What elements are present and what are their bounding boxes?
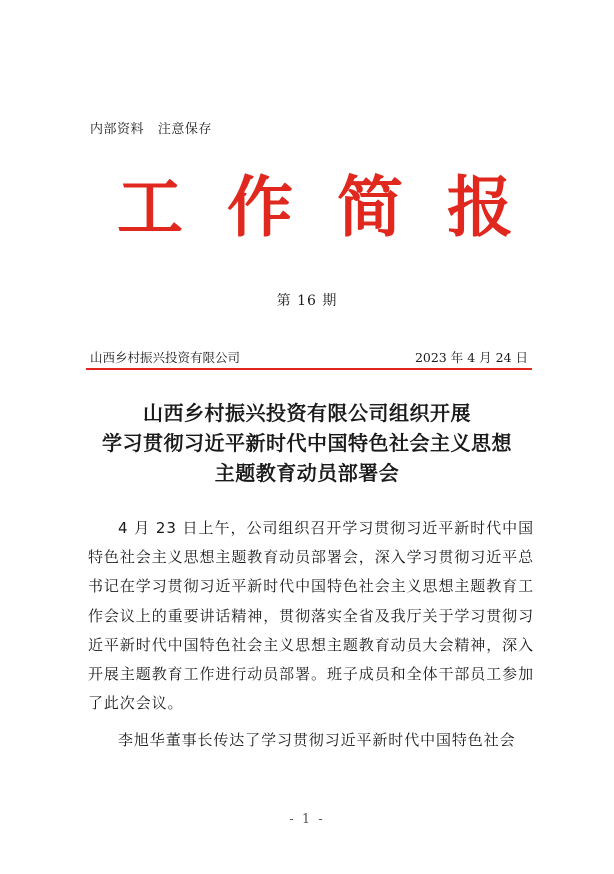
- masthead-char: 简: [337, 169, 403, 246]
- issuer-name: 山西乡村振兴投资有限公司: [90, 350, 241, 365]
- masthead-char: 作: [227, 169, 293, 246]
- issue-number: 第 16 期: [276, 293, 338, 309]
- article-title-line: 学习贯彻习近平新时代中国特色社会主义思想: [102, 431, 512, 455]
- article-body: [88, 514, 534, 764]
- masthead-title: [110, 168, 520, 248]
- issuer-row: [90, 350, 528, 366]
- masthead-char: 工: [117, 169, 183, 246]
- article-title-line: 山西乡村振兴投资有限公司组织开展: [143, 401, 471, 425]
- red-divider: [86, 368, 532, 370]
- confidential-label: 内部资料 注意保存: [90, 122, 212, 137]
- article-title-line: 主题教育动员部署会: [214, 461, 400, 485]
- article-paragraph: 4 月 23 日上午，公司组织召开学习贯彻习近平新时代中国特色社会主义思想主题教育动员部署会，深入学习贯彻习近平总书记在学习贯彻习近平新时代中国特色社会主义思想主题教育工作会议上的重要讲话精神，贯彻落实全省及我厅关于学习贯彻习近平新时代中国特色社会主义思想主题教育动员大会精神，深入开展主题教育工作进行动员部署。班子成员和全体干部员工参加了此次会议。: [88, 519, 534, 713]
- issue-date: 2023 年 4 月 24 日: [414, 350, 528, 365]
- masthead-char: 报: [447, 169, 513, 246]
- article-paragraph: 李旭华董事长传达了学习贯彻习近平新时代中国特色社会: [118, 731, 516, 750]
- article-title: [40, 398, 574, 488]
- page-number: - 1 -: [289, 812, 325, 827]
